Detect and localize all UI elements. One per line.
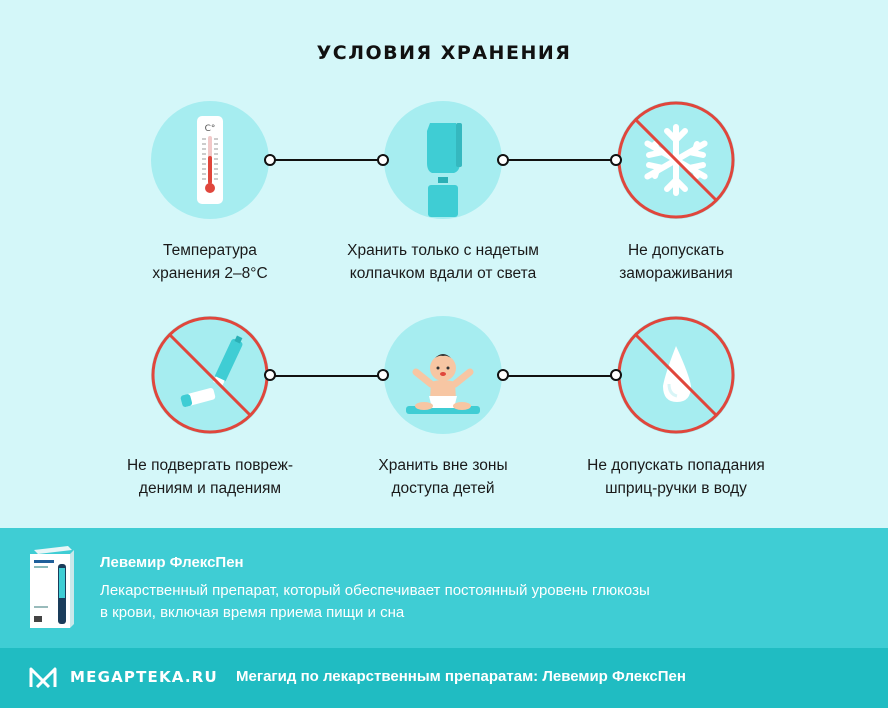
caption-line: Хранить только с надетым <box>347 242 539 259</box>
caption-line: Не допускать попадания <box>587 457 765 474</box>
no-freeze-icon <box>617 101 735 219</box>
caption-line: Хранить вне зоны <box>378 457 508 474</box>
caption-line: дениям и падениям <box>138 480 282 497</box>
connector-dot <box>264 154 276 166</box>
condition-circle-damage <box>151 316 269 434</box>
caption-children <box>313 454 573 500</box>
caption-line: Не подвергать повреж- <box>126 457 294 474</box>
connector-dot <box>610 369 622 381</box>
thermometer-icon <box>151 101 269 219</box>
page-title: УСЛОВИЯ ХРАНЕНИЯ <box>316 42 572 64</box>
condition-circle-freeze <box>617 101 735 219</box>
description-line: Лекарственный препарат, который обеспечивает постоянный уровень глюкозы <box>100 582 650 599</box>
caption-cap <box>313 239 573 285</box>
caption-water <box>546 454 806 500</box>
caption-line: хранения 2–8°С <box>152 265 268 282</box>
pen-cap-icon <box>384 101 502 219</box>
caption-line: шприц-ручки в воду <box>605 480 747 497</box>
connector-dot <box>264 369 276 381</box>
product-panel <box>0 528 888 648</box>
no-water-icon <box>617 316 735 434</box>
thermometer-label: С° <box>204 124 216 134</box>
description-line: в крови, включая время приема пищи и сна <box>100 604 405 621</box>
megapteka-logo-icon <box>28 664 58 690</box>
product-description <box>100 580 800 624</box>
connector-dot <box>610 154 622 166</box>
connector-dot <box>377 154 389 166</box>
brand-link[interactable]: MEGAPTEKA.RU <box>70 668 218 686</box>
connector-dot <box>497 154 509 166</box>
connector-line <box>504 159 617 161</box>
footer-tagline: Мегагид по лекарственным препаратам: Левемир ФлексПен <box>236 668 686 685</box>
footer <box>0 648 888 708</box>
connector-dot <box>497 369 509 381</box>
caption-line: Температура <box>163 242 257 259</box>
caption-freeze <box>546 239 806 285</box>
caption-line: колпачком вдали от света <box>349 265 537 282</box>
medicine-box-icon <box>28 546 78 630</box>
condition-circle-temperature <box>151 101 269 219</box>
caption-temperature <box>80 239 340 285</box>
connector-line <box>271 159 384 161</box>
product-name: Левемир ФлексПен <box>100 554 244 571</box>
condition-circle-children <box>384 316 502 434</box>
condition-circle-cap <box>384 101 502 219</box>
no-damage-icon <box>151 316 269 434</box>
caption-damage <box>80 454 340 500</box>
caption-line: замораживания <box>619 265 733 282</box>
caption-line: доступа детей <box>391 480 495 497</box>
connector-dot <box>377 369 389 381</box>
connector-line <box>271 375 384 377</box>
caption-line: Не допускать <box>627 242 725 259</box>
baby-icon <box>384 316 502 434</box>
connector-line <box>504 375 617 377</box>
condition-circle-water <box>617 316 735 434</box>
